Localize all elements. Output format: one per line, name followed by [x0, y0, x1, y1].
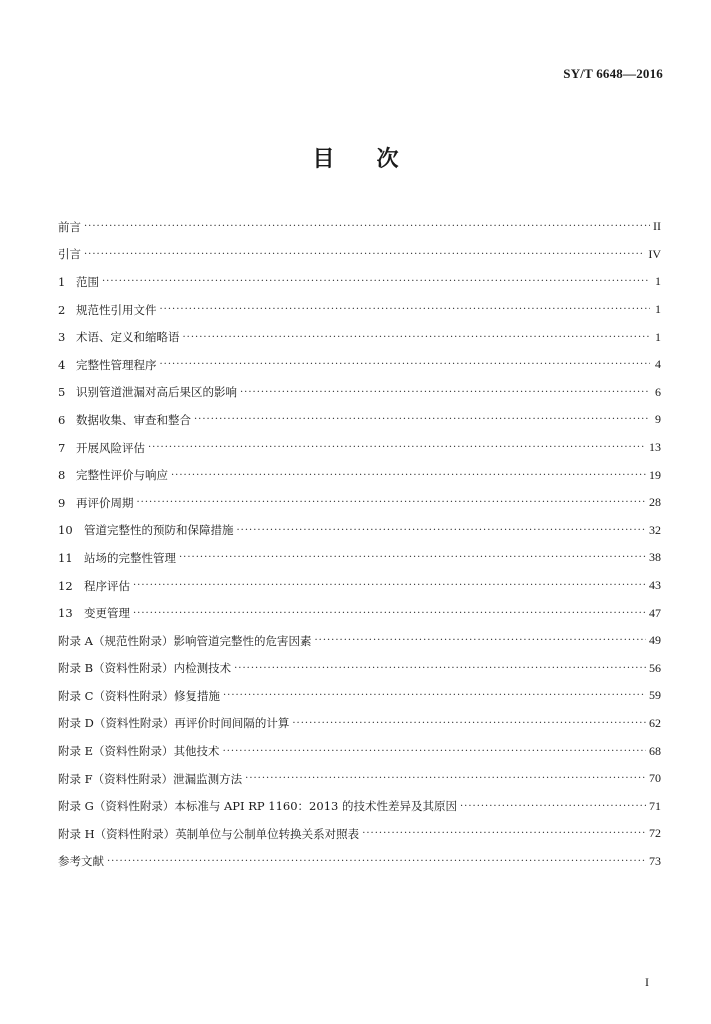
- toc-entry-number: 11: [58, 550, 73, 565]
- toc-entry-label: 其他技术: [173, 744, 220, 759]
- toc-entry-label: 参考文献: [58, 854, 104, 869]
- toc-entry-label: 内检测技术: [173, 661, 232, 676]
- toc-entry-page: 43: [649, 578, 661, 593]
- toc-entry-page: 6: [655, 384, 661, 399]
- page-title: [0, 142, 711, 173]
- toc-entry-number: 5: [58, 385, 66, 400]
- toc-entry[interactable]: [58, 820, 661, 848]
- toc-entry-label: 完整性评价与响应: [76, 468, 168, 483]
- toc-entry-appendix-prefix: 附录 C（资料性附录）: [58, 688, 174, 703]
- toc-entry[interactable]: [58, 765, 661, 793]
- toc-entry-label: 影响管道完整性的危害因素: [173, 633, 312, 648]
- toc-leader-dots: [160, 359, 651, 370]
- toc-entry[interactable]: [58, 406, 661, 434]
- toc-entry-number: 13: [58, 606, 73, 621]
- toc-entry-page: 9: [655, 412, 661, 427]
- toc-entry[interactable]: [58, 296, 661, 324]
- toc-entry-label: 再评价周期: [76, 495, 134, 510]
- toc-leader-dots: [183, 332, 651, 343]
- toc-entry-page: 73: [649, 853, 661, 868]
- toc-entry-label: 前言: [58, 219, 81, 234]
- toc-entry-label: 修复措施: [173, 688, 220, 703]
- toc-entry[interactable]: [58, 434, 661, 462]
- toc-entry-label: 英制单位与公制单位转换关系对照表: [175, 826, 360, 841]
- toc-entry-page: 70: [649, 771, 661, 786]
- toc-entry-number: 9: [58, 495, 66, 510]
- toc-entry-page: II: [653, 219, 661, 234]
- toc-entry-number: 3: [58, 330, 66, 345]
- toc-entry[interactable]: [58, 323, 661, 351]
- toc-entry[interactable]: [58, 792, 661, 820]
- toc-entry-page: 1: [655, 302, 661, 317]
- toc-entry-label: 泄漏监测方法: [173, 771, 243, 786]
- toc-entry[interactable]: [58, 489, 661, 517]
- toc-leader-dots: [84, 221, 650, 232]
- toc-entry-number: 12: [58, 578, 73, 593]
- standard-code: SY/T 6648—2016: [563, 66, 663, 81]
- toc-entry-label: 术语、定义和缩略语: [76, 330, 180, 345]
- table-of-contents: [58, 213, 661, 875]
- toc-entry-page: 62: [649, 715, 661, 730]
- toc-entry-page: 59: [649, 688, 661, 703]
- toc-leader-dots: [237, 525, 647, 536]
- toc-leader-dots: [362, 828, 646, 839]
- toc-leader-dots: [148, 442, 646, 453]
- toc-entry[interactable]: [58, 710, 661, 738]
- toc-entry-label: 引言: [58, 247, 81, 262]
- toc-entry[interactable]: [58, 241, 661, 269]
- toc-entry-appendix-prefix: 附录 D（资料性附录）: [58, 716, 175, 731]
- toc-entry-page: 68: [649, 743, 661, 758]
- toc-entry-appendix-prefix: 附录 F（资料性附录）: [58, 771, 174, 786]
- toc-leader-dots: [179, 552, 646, 563]
- toc-leader-dots: [245, 773, 646, 784]
- toc-leader-dots: [460, 801, 646, 812]
- toc-entry-label: 开展风险评估: [76, 440, 145, 455]
- toc-entry[interactable]: [58, 627, 661, 655]
- toc-entry-appendix-prefix: 附录 A（规范性附录）: [58, 633, 174, 648]
- toc-entry-appendix-prefix: 附录 E（资料性附录）: [58, 744, 174, 759]
- toc-entry-label: 站场的完整性管理: [84, 550, 176, 565]
- toc-entry-page: 1: [655, 274, 661, 289]
- toc-entry[interactable]: [58, 599, 661, 627]
- toc-entry-label: 完整性管理程序: [76, 357, 157, 372]
- toc-entry-label: 数据收集、审查和整合: [76, 412, 191, 427]
- toc-entry[interactable]: [58, 213, 661, 241]
- toc-leader-dots: [314, 635, 646, 646]
- toc-entry-page: 56: [649, 660, 661, 675]
- toc-entry-label: 范围: [76, 274, 99, 289]
- toc-entry-page: 13: [649, 440, 661, 455]
- toc-entry-label: 变更管理: [84, 606, 130, 621]
- toc-leader-dots: [137, 497, 647, 508]
- toc-entry-number: 4: [58, 357, 66, 372]
- toc-leader-dots: [194, 414, 650, 425]
- toc-leader-dots: [107, 856, 646, 867]
- toc-entry-label: 程序评估: [84, 578, 130, 593]
- toc-entry[interactable]: [58, 517, 661, 545]
- toc-entry[interactable]: [58, 461, 661, 489]
- toc-entry-number: 7: [58, 440, 66, 455]
- toc-leader-dots: [133, 580, 646, 591]
- toc-leader-dots: [292, 718, 646, 729]
- toc-leader-dots: [240, 387, 650, 398]
- toc-entry-number: 6: [58, 412, 66, 427]
- toc-entry-page: 47: [649, 605, 661, 620]
- toc-entry[interactable]: [58, 544, 661, 572]
- toc-entry-page: 28: [649, 495, 661, 510]
- toc-entry-number: 10: [58, 523, 73, 538]
- toc-leader-dots: [234, 663, 646, 674]
- title-char-2: 次: [376, 147, 399, 172]
- toc-entry-appendix-prefix: 附录 G（资料性附录）: [58, 799, 175, 814]
- toc-leader-dots: [171, 470, 646, 481]
- toc-entry-page: 49: [649, 633, 661, 648]
- toc-entry-number: 8: [58, 468, 66, 483]
- toc-entry-page: 38: [649, 550, 661, 565]
- toc-entry-page: 72: [649, 826, 661, 841]
- toc-leader-dots: [84, 249, 645, 260]
- toc-leader-dots: [223, 690, 646, 701]
- toc-entry[interactable]: [58, 379, 661, 407]
- toc-entry[interactable]: [58, 351, 661, 379]
- toc-entry-appendix-prefix: 附录 H（资料性附录）: [58, 826, 176, 841]
- toc-entry[interactable]: [58, 737, 661, 765]
- toc-entry-number: 1: [58, 274, 66, 289]
- toc-entry[interactable]: [58, 268, 661, 296]
- toc-entry-page: 71: [649, 798, 661, 813]
- toc-entry-label: 规范性引用文件: [76, 302, 157, 317]
- toc-entry-page: 1: [655, 329, 661, 344]
- toc-entry-label: 本标准与 API RP 1160：2013 的技术性差异及其原因: [174, 799, 457, 814]
- toc-leader-dots: [133, 608, 646, 619]
- toc-entry-appendix-prefix: 附录 B（资料性附录）: [58, 661, 174, 676]
- toc-leader-dots: [160, 304, 651, 315]
- toc-entry[interactable]: [58, 655, 661, 683]
- toc-entry[interactable]: [58, 572, 661, 600]
- toc-entry-page: 19: [649, 467, 661, 482]
- toc-entry-label: 管道完整性的预防和保障措施: [84, 523, 234, 538]
- toc-entry-number: 2: [58, 302, 66, 317]
- title-char-1: 目: [312, 147, 335, 172]
- toc-entry[interactable]: [58, 682, 661, 710]
- page-number: I: [645, 975, 649, 989]
- toc-entry-page: 4: [655, 357, 661, 372]
- toc-leader-dots: [102, 276, 650, 287]
- toc-entry-page: 32: [649, 522, 661, 537]
- toc-entry[interactable]: [58, 848, 661, 876]
- toc-leader-dots: [223, 746, 646, 757]
- toc-entry-page: IV: [648, 246, 661, 261]
- toc-entry-label: 再评价时间间隔的计算: [174, 716, 290, 731]
- toc-entry-label: 识别管道泄漏对高后果区的影响: [76, 385, 237, 400]
